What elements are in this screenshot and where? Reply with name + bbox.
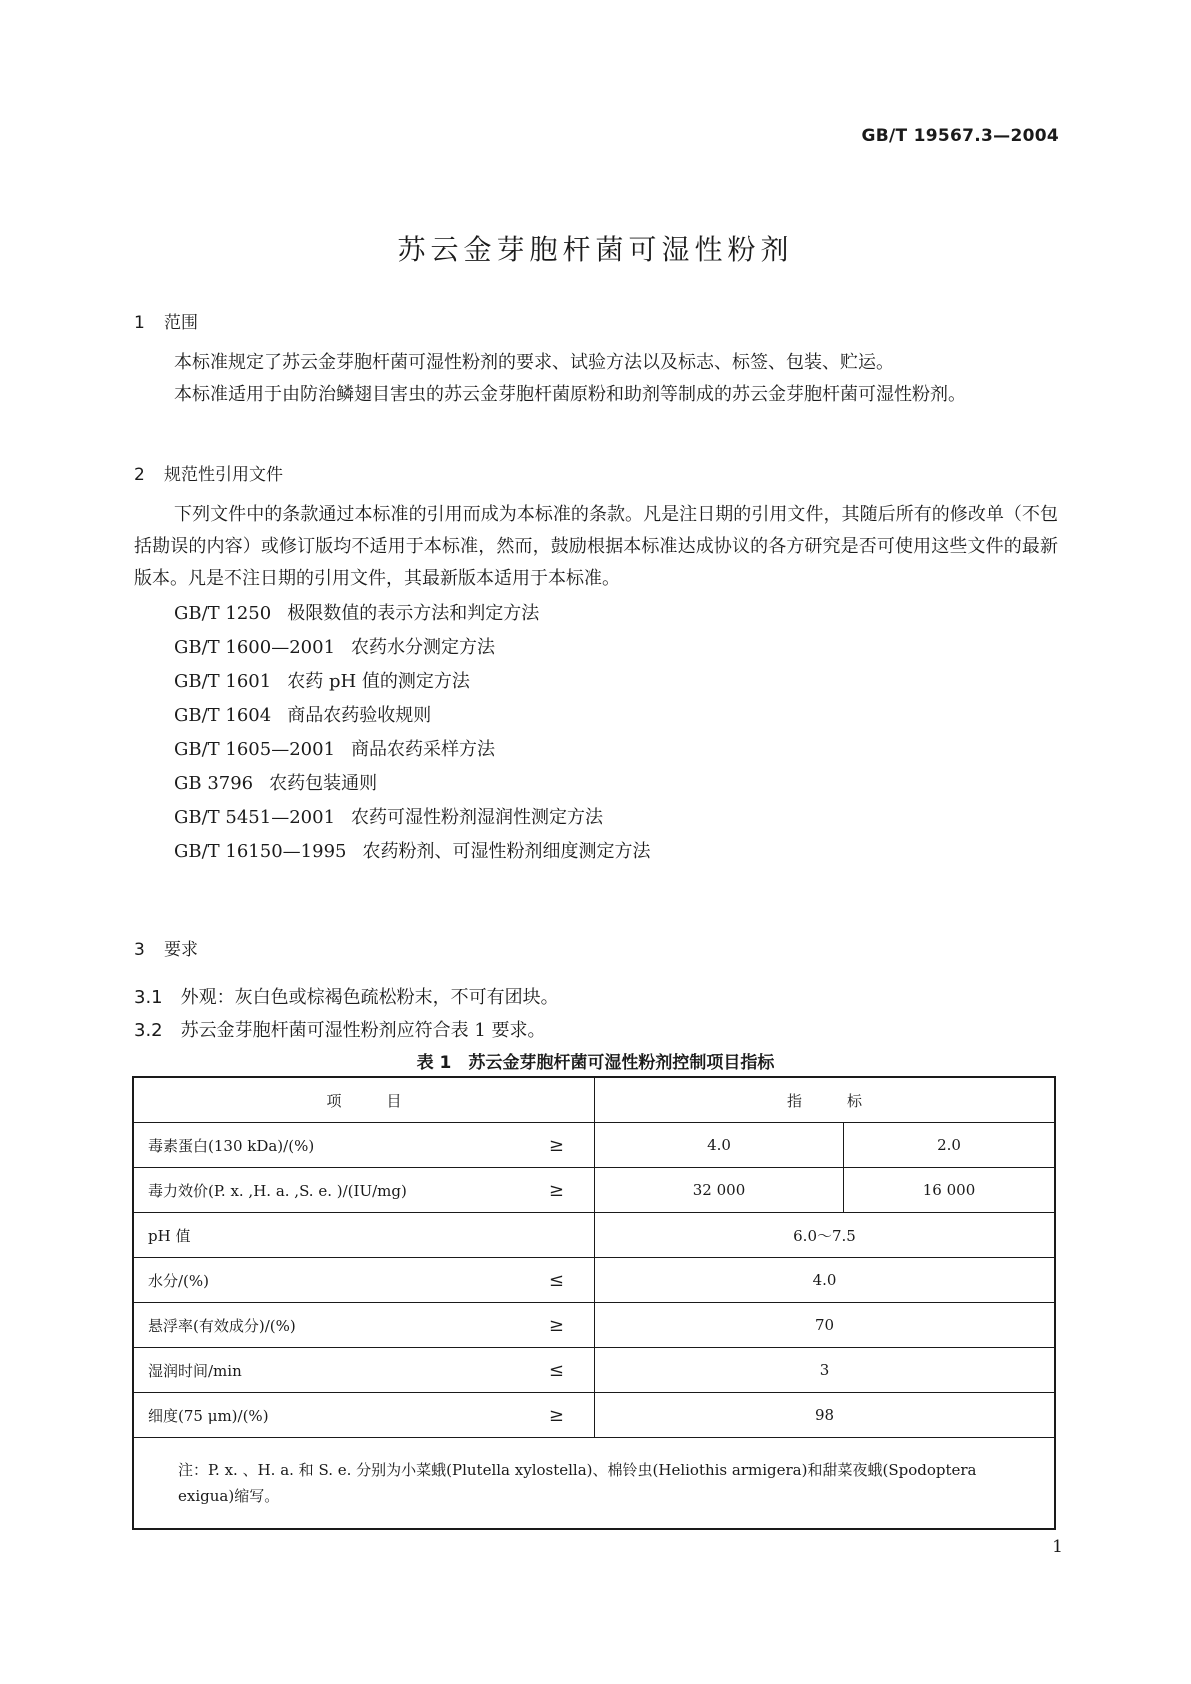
row-label: 毒素蛋白(130 kDa)/(%) [148,1136,315,1155]
row-value: 4.0 [595,1258,1056,1303]
header-index: 指 标 [595,1077,1056,1123]
section-2-heading [134,460,283,485]
row-value-2: 16 000 [844,1168,1056,1213]
reference-item [174,597,539,631]
spec-table [132,1076,1056,1530]
table-row [133,1213,1055,1258]
reference-code: GB/T 1605—2001 [174,739,336,760]
section-1-para-2-text: 本标准适用于由防治鳞翅目害虫的苏云金芽胞杆菌原粉和助剂等制成的苏云金芽胞杆菌可湿性粉剂。 [174,384,966,405]
section-2-para-1-text: 下列文件中的条款通过本标准的引用而成为本标准的条款。凡是注日期的引用文件，其随后所有的修改单（不包括勘误的内容）或修订版均不适用于本标准，然而，鼓励根据本标准达成协议的各方研究是否可使用这些文件的最新版本。凡是不注日期的引用文件，其最新版本适用于本标准。 [134,504,1058,589]
reference-code: GB/T 1604 [174,705,272,726]
reference-item [174,835,650,869]
table-header-row [133,1077,1055,1123]
row-label: pH 值 [148,1226,191,1245]
row-label: 湿润时间/min [148,1361,242,1380]
section-1-number: 1 [134,313,145,333]
table-note-row [133,1438,1055,1530]
reference-item [174,699,431,733]
section-1-para-1 [134,347,1058,379]
section-3-title: 要求 [164,940,198,960]
document-title: 苏云金芽胞杆菌可湿性粉剂 [397,233,794,266]
table-row [133,1303,1055,1348]
comparison-symbol: ≥ [548,1179,564,1201]
row-label: 水分/(%) [148,1271,210,1290]
reference-title: 商品农药采样方法 [351,739,496,760]
page-number: 1 [1052,1537,1063,1557]
reference-code: GB/T 1601 [174,671,272,692]
table-row [133,1348,1055,1393]
reference-title: 商品农药验收规则 [287,705,432,726]
row-label: 悬浮率(有效成分)/(%) [148,1316,296,1335]
row-value: 70 [595,1303,1056,1348]
section-3-heading [134,935,198,960]
row-value-1: 4.0 [595,1123,844,1168]
row-label: 毒力效价(P. x. ,H. a. ,S. e. )/(IU/mg) [148,1181,407,1200]
reference-item [174,767,377,801]
table-row [133,1393,1055,1438]
reference-title: 农药可湿性粉剂湿润性测定方法 [351,807,604,828]
table-row [133,1123,1055,1168]
comparison-symbol: ≤ [548,1359,564,1381]
reference-code: GB/T 1600—2001 [174,637,336,658]
reference-code: GB/T 1250 [174,603,272,624]
comparison-symbol: ≤ [548,1269,564,1291]
row-value-2: 2.0 [844,1123,1056,1168]
row-item [133,1348,595,1393]
reference-item [174,733,495,767]
standard-number: GB/T 19567.3—2004 [861,126,1059,146]
row-value: 6.0～7.5 [595,1213,1056,1258]
reference-title: 农药水分测定方法 [351,637,496,658]
row-item [133,1303,595,1348]
reference-item [174,631,495,665]
row-label: 细度(75 μm)/(%) [148,1406,269,1425]
table-row [133,1258,1055,1303]
requirement-text: 外观：灰白色或棕褐色疏松粉末，不可有团块。 [180,987,559,1008]
section-2-title: 规范性引用文件 [164,465,283,485]
comparison-symbol: ≥ [548,1404,564,1426]
reference-item [174,801,603,835]
comparison-symbol: ≥ [548,1134,564,1156]
row-item [133,1123,595,1168]
row-value-1: 32 000 [595,1168,844,1213]
reference-title: 极限数值的表示方法和判定方法 [287,603,540,624]
requirement-3-2 [134,1016,546,1042]
section-1-para-2 [134,379,1058,411]
section-1-para-1-text: 本标准规定了苏云金芽胞杆菌可湿性粉剂的要求、试验方法以及标志、标签、包装、贮运。 [174,352,894,373]
section-2-para-1 [134,499,1058,595]
row-value: 3 [595,1348,1056,1393]
row-value: 98 [595,1393,1056,1438]
requirement-text: 苏云金芽胞杆菌可湿性粉剂应符合表 1 要求。 [180,1020,546,1041]
row-item [133,1393,595,1438]
reference-code: GB/T 5451—2001 [174,807,336,828]
reference-title: 农药粉剂、可湿性粉剂细度测定方法 [362,841,651,862]
table-note: 注：P. x. 、H. a. 和 S. e. 分别为小菜蛾(Plutella xylostella)、棉铃虫(Heliothis armigera)和甜菜夜蛾(Spodoptera exigua)缩写。 [133,1438,1055,1530]
row-item [133,1168,595,1213]
reference-title: 农药 pH 值的测定方法 [287,671,470,692]
reference-code: GB 3796 [174,773,254,794]
section-3-number: 3 [134,940,145,960]
requirement-number: 3.1 [134,987,163,1008]
section-1-heading [134,308,198,333]
reference-item [174,665,470,699]
section-1-title: 范围 [164,313,198,333]
requirement-3-1 [134,983,559,1009]
requirement-number: 3.2 [134,1020,163,1041]
comparison-symbol: ≥ [548,1314,564,1336]
reference-title: 农药包装通则 [269,773,378,794]
header-item: 项 目 [133,1077,595,1123]
reference-code: GB/T 16150—1995 [174,841,347,862]
table-caption: 表 1 苏云金芽胞杆菌可湿性粉剂控制项目指标 [416,1053,775,1073]
row-item [133,1258,595,1303]
row-item [133,1213,595,1258]
section-2-number: 2 [134,465,145,485]
table-row [133,1168,1055,1213]
